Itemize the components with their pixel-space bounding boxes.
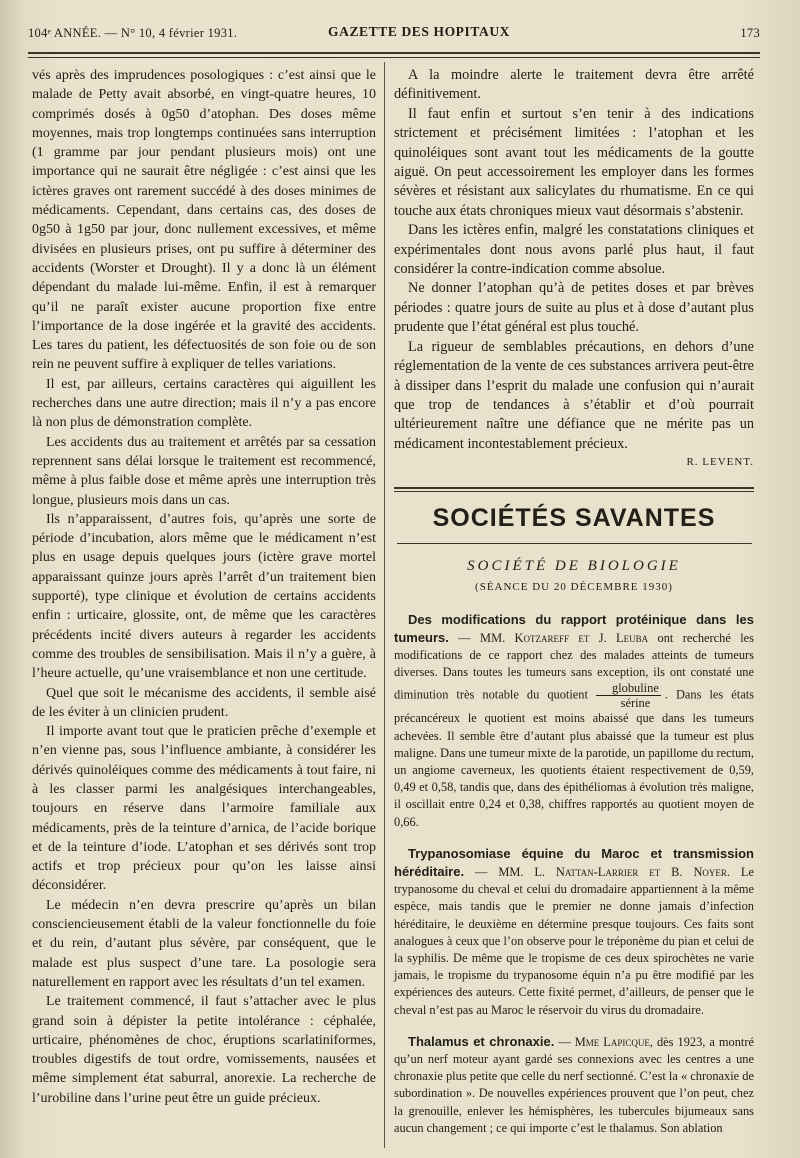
header-page-number: 173 xyxy=(740,26,760,40)
column-divider xyxy=(384,62,385,1148)
abstract: Des modifications du rapport protéinique dans les tumeurs. — MM. Kotzareff et J. Leuba ont recherché les modifications de ce rapport chez des malades atteints de tumeurs diverses. Dans toutes les tumeurs sans exception, ils ont constaté une diminution très notable du quotient $\frac{\text{globuline}}{\text{sérine}}$ . Dans les états précancéreux le quotient est moins abaissé que dans les tumeurs achevées. Il semble être d’autant plus abaissé que la tumeur est plus maligne. Dans une tumeur mixte de la parotide, un papillome du rectum, un angiome caverneux, les quotients étaient respectivement de 0,59, 0,49 et 0,58, tandis que, dans des épithéliomas à évolution très maligne, il oscillait entre 0,24 et 0,38, chiffres rapportés au quotient moyen de 0,66. xyxy=(394,611,755,829)
right-paragraph: A la moindre alerte le traitement devra être arrêté définitivement. xyxy=(394,67,754,103)
quotient-fraction xyxy=(596,681,661,710)
left-paragraph: Quel que soit le mécanisme des accidents, il semble aisé de les éviter à un clinicien prudent. xyxy=(32,685,376,720)
session-date: (SÉANCE DU 20 DÉCEMBRE 1930) xyxy=(475,580,673,593)
article-conclusion xyxy=(394,66,754,473)
abstract-text: . Dans les états précancéreux le quotient est moins abaissé que dans les tumeurs achevées. Il semble être d’autant plus abaissé que la tumeur est plus maligne. Dans une tumeur mixte de la parotide, un papillome du rectum, un angiome caverneux, les quotients étaient respectivement de 0,59, 0,49 et 0,58, tandis que, dans des épithéliomas à évolution très maligne, il oscillait entre 0,24 et 0,38, chiffres rapportés au quotient moyen de 0,66. xyxy=(394,687,755,829)
abstract: Trypanosomiase équine du Maroc et transmission héréditaire. — MM. L. Nattan-Larrier et B. Noyer. Le trypanosome du cheval et celui du dromadaire appartiennent à la même espèce, mais tandis que le premier ne donne jamais d’infection héréditaire, le deuxième en détermine presque toujours. Ces faits sont analogues à ceux que l’on observe pour le tréponème du pian et celui de la syphilis. De même que le tropisme de ces deux spirochètes ne varie jamais, le tropisme du trypanosome équin n’a pu être modifié par les expériences des auteurs. Cette fixité permet, d’ailleurs, de penser que le cheval n’est pas au Maroc le réservoir du virus du dromadaire. xyxy=(394,845,754,1017)
abstract-text: ont recherché les modifications de ce rapport chez des malades atteints de tumeurs diverses. Dans toutes les tumeurs sans exception, ils ont constaté une diminution très notable du quotient xyxy=(394,630,754,702)
left-column xyxy=(32,66,376,1108)
header-journal-title: GAZETTE DES HOPITAUX xyxy=(328,24,511,39)
section-title: SOCIÉTÉS SAVANTES xyxy=(432,503,716,532)
society-title: SOCIÉTÉ DE BIOLOGIE xyxy=(467,557,681,574)
abstract-authors: Mme Lapicque, xyxy=(574,1034,653,1049)
abstract-title: Trypanosomiase équine du Maroc et transmission héréditaire. xyxy=(394,845,754,879)
fraction-numerator: globuline xyxy=(596,681,661,696)
abstract-authors: MM. Kotzareff et J. Leuba xyxy=(480,630,649,645)
right-paragraph: Ne donner l’atophan qu’à de petites doses et par brèves périodes : quatre jours de suite au plus et à dose d’autant plus prudente que l’état général est plus touché. xyxy=(394,280,754,336)
section-title-rule xyxy=(397,543,752,544)
abstract-title: Des modifications du rapport protéinique dans les tumeurs. xyxy=(394,611,754,645)
page-header xyxy=(28,22,760,44)
author-signature: R. LEVENT. xyxy=(686,456,754,469)
left-paragraph: Les accidents dus au traitement et arrêtés par sa cessation reprennent sans délai lorsque le traitement est recommencé, même à plus faible dose et même après une interruption très longue, plusieurs mois dans un cas. xyxy=(32,434,376,508)
left-paragraph: Le médecin n’en devra prescrire qu’après un bilan consciencieusement établi de la valeur fonctionnelle du foie et du rein, d’autant plus sévère, par conséquent, que le malade est plus suspect d’une tare. La posologie sera naturellement en rapport avec les résultats d’un tel examen. xyxy=(32,897,376,990)
abstract-text: dès 1923, a montré qu’un nerf moteur ayant gardé ses connexions avec les centres a une chronaxie plus petite que celle du nerf sectionné. C’est la « chronaxie de subordination ». De nouvelles expériences prouvent que l’on peut, chez la grenouille, enlever les hémisphères, les tubercules bijumeaux sans aucun changement ; ce qui importe c’est le thalamus. Son ablation xyxy=(394,1034,754,1135)
left-paragraph: Il importe avant tout que le praticien prêche d’exemple et n’en vienne pas, sous l’influence ambiante, à considérer les dérivés quinoléiques comme des médicaments à tout faire, ni à les classer parmi les analgésiques interchangeables, toujours en réserve dans l’armoire familiale aux médicaments, près de la teinture d’arnica, de l’acide borique et de la teinture d’iode. L’atophan et ses dérivés sont trop actifs et trop précieux pour qu’on les laisse ainsi déconsidérer. xyxy=(32,724,376,894)
abstract-title: Thalamus et chronaxie. xyxy=(408,1033,555,1049)
right-paragraph: Dans les ictères enfin, malgré les constatations cliniques et expérimentales dont nous avons parlé plus haut, il faut considérer la contre-indication comme absolue. xyxy=(394,222,754,278)
left-paragraph: Il est, par ailleurs, certains caractères qui aiguillent les recherches dans une autre direction; mais il n’y a pas encore là non plus de démonstration complète. xyxy=(32,376,376,431)
left-paragraph: Ils n’apparaissent, d’autres fois, qu’après une sorte de période d’incubation, alors même que le médicament n’est plus en usage depuis quelques jours (ictère grave mortel apparaissant quinze jours après l’arrêt d’un traitement bien supporté), type clinique et évolution de certains accidents enfin : urticaire, glossite, ont, de même que les caractères précédents incité divers auteurs à regarder les accidents comme des troubles de sensibilisation. Mais il n’y a guère, à l’heure actuelle, qu’une vraisemblance et non une certitude. xyxy=(32,511,376,682)
section-rule xyxy=(394,487,754,489)
left-paragraph: vés après des imprudences posologiques : c’est ainsi que le malade de Petty avait absorbé, en vingt-quatre heures, 10 comprimés dosés à 0g50 d’atophan. Des doses même moyennes, mais trop longtemps continuées sans interruption (1 gramme par jour pendant plusieurs mois) ont une importance qui ne saurait être négligée : c’est ainsi que les ictères graves ont rarement succédé à des doses minimes de médicaments. Cependant, dans certains cas, des doses de 0g50 à 1g50 par jour, donc nullement excessives, et même divisées en plusieurs prises, ont pu suffire à déterminer des accidents (Worster et Drought). Il y a donc là un élément dépendant du malade lui-même. Enfin, il est à remarquer qu’il ne paraît exister aucune proportion fixe entre l’importance de la dose ingérée et la gravité des accidents. Les tares du patient, les défectuosités de son foie ou de son rein ne peuvent suffire à expliquer de telles variations. xyxy=(32,68,376,373)
abstract-authors: MM. L. Nattan-Larrier et B. Noyer. xyxy=(498,864,730,879)
right-paragraph: Il faut enfin et surtout s’en tenir à des indications strictement et précisément limitées : l’atophan et les quinoléiques sont avant tout les médicaments de la goutte aiguë. On peut accessoirement les employer dans les formes sévères et résistant aux salicylates du rhumatisme. En ce qui touche aux états chroniques mieux vaut désormais s’abstenir. xyxy=(394,105,754,219)
right-column xyxy=(394,66,754,1151)
header-rule-thin xyxy=(28,57,760,58)
abstract-text: Le trypanosome du cheval et celui du dromadaire appartiennent à la même espèce, mais tandis que le premier ne donne jamais d’infection héréditaire, le deuxième en détermine presque toujours. Ces faits sont analogues à ceux que l’on observe pour le tréponème du pian et celui de la syphilis. De même que le tropisme de ces deux spirochètes ne varie jamais, le tropisme du trypanosome équin n’a pu être modifié par les expériences des auteurs. Cette fixité permet, d’ailleurs, de penser que le cheval n’est pas au Maroc le réservoir du virus du dromadaire. xyxy=(394,864,754,1017)
right-paragraph: La rigueur de semblables précautions, en dehors d’une réglementation de la vente de ces substances arrivera peut-être à dissiper dans l’esprit du malade une confusion qui n’aurait que trop de tendances à s’établir et d’où pourrait ultérieurement naître une défiance que ne mérite pas un médicament incontestablement précieux. xyxy=(394,338,754,452)
abstract: Thalamus et chronaxie. — Mme Lapicque, dès 1923, a montré qu’un nerf moteur ayant gardé ses connexions avec les centres a une chronaxie plus petite que celle du nerf sectionné. C’est la « chronaxie de subordination ». De nouvelles expériences prouvent que l’on peut, chez la grenouille, enlever les hémisphères, les tubercules bijumeaux sans aucun changement ; ce qui importe c’est le thalamus. Son ablation xyxy=(394,1033,754,1135)
header-issue: 104ᵉ ANNÉE. — N° 10, 4 février 1931. xyxy=(28,26,238,40)
fraction-denominator: sérine xyxy=(620,696,651,711)
left-paragraph: Le traitement commencé, il faut s’attacher avec le plus grand soin à dépister la petite intolérance : céphalée, urticaire, phénomènes de choc, éruptions scarlatiniformes, troubles digestifs de tout ordre, vomissements, nausées et même simplement état saburral, anorexie. La recherche de l’urobiline dans l’urine peut être un guide précieux. xyxy=(32,994,376,1106)
section-rule-thin xyxy=(394,491,754,492)
header-rule xyxy=(28,52,760,54)
